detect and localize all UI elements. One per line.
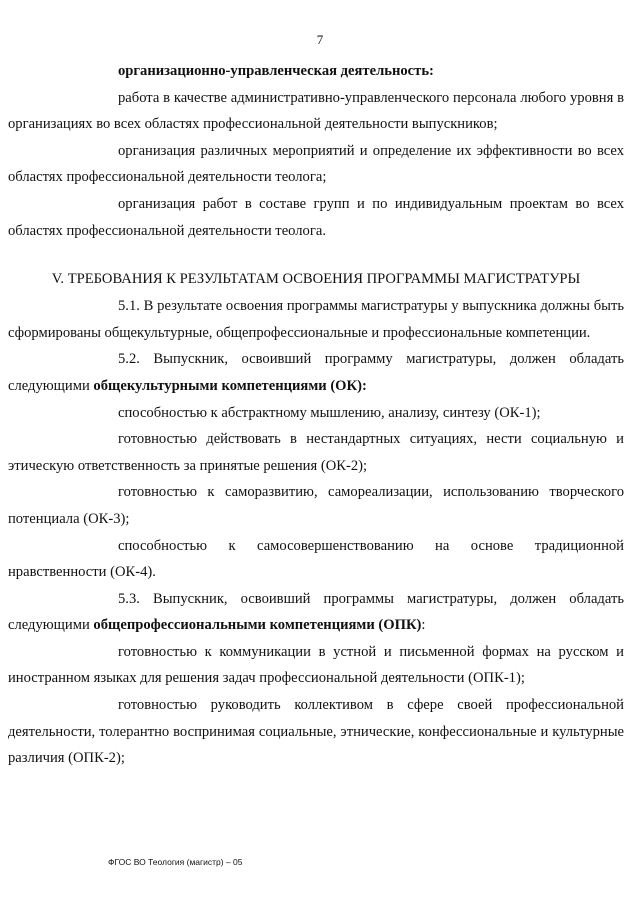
document-body: [108, 58, 624, 85]
section-intro-line: организационно-управленческая деятельность:: [118, 63, 434, 79]
list-item: готовностью к коммуникации в устной и письменной формах на русском и иностранном языках для решения задач профессиональной деятельности (ОПК-1);: [8, 643, 624, 687]
paragraph-text: 5.3. Выпускник, освоивший программы магистратуры, должен обладать следующими: [8, 590, 624, 634]
paragraph: 5.1. В результате освоения программы магистратуры у выпускника должны быть сформированы общекультурные, общепрофессиональные и профессиональные компетенции.: [8, 298, 624, 341]
bold-term: общекультурными компетенциями (ОК):: [93, 377, 367, 394]
list-item: готовностью действовать в нестандартных ситуациях, нести социальную и этическую ответственность за принятые решения (ОК-2);: [8, 431, 624, 474]
page-footer: ФГОС ВО Теология (магистр) – 05: [108, 857, 243, 867]
section-heading: V. ТРЕБОВАНИЯ К РЕЗУЛЬТАТАМ ОСВОЕНИЯ ПРОГРАММЫ МАГИСТРАТУРЫ: [51, 271, 581, 288]
document-paragraphs: [8, 85, 624, 772]
paragraph-text: :: [421, 617, 426, 634]
list-item: способностью к самосовершенствованию на основе традиционной нравственности (ОК-4).: [8, 537, 624, 581]
page-number: 7: [316, 32, 324, 47]
paragraph: организация работ в составе групп и по индивидуальным проектам во всех областях профессиональной деятельности теолога.: [8, 195, 624, 239]
paragraph: [8, 586, 624, 639]
paragraph: организация различных мероприятий и определение их эффективности во всех областях профессиональной деятельности теолога;: [8, 142, 624, 186]
paragraph: работа в качестве административно-управленческого персонала любого уровня в организациях во всех областях профессиональной деятельности выпускников;: [8, 89, 624, 133]
list-item: готовностью руководить коллективом в сфере своей профессиональной деятельности, толерантно воспринимая социальные, этнические, конфессиональные и культурные различия (ОПК-2);: [8, 697, 624, 767]
paragraph-text: 5.2. Выпускник, освоивший программу магистратуры, должен обладать следующими: [8, 351, 624, 394]
list-item: готовностью к саморазвитию, самореализации, использованию творческого потенциала (ОК-3);: [8, 484, 624, 527]
paragraph: [8, 346, 624, 399]
bold-term: общепрофессиональными компетенциями (ОПК): [93, 617, 422, 634]
list-item: способностью к абстрактному мышлению, анализу, синтезу (ОК-1);: [118, 404, 541, 421]
